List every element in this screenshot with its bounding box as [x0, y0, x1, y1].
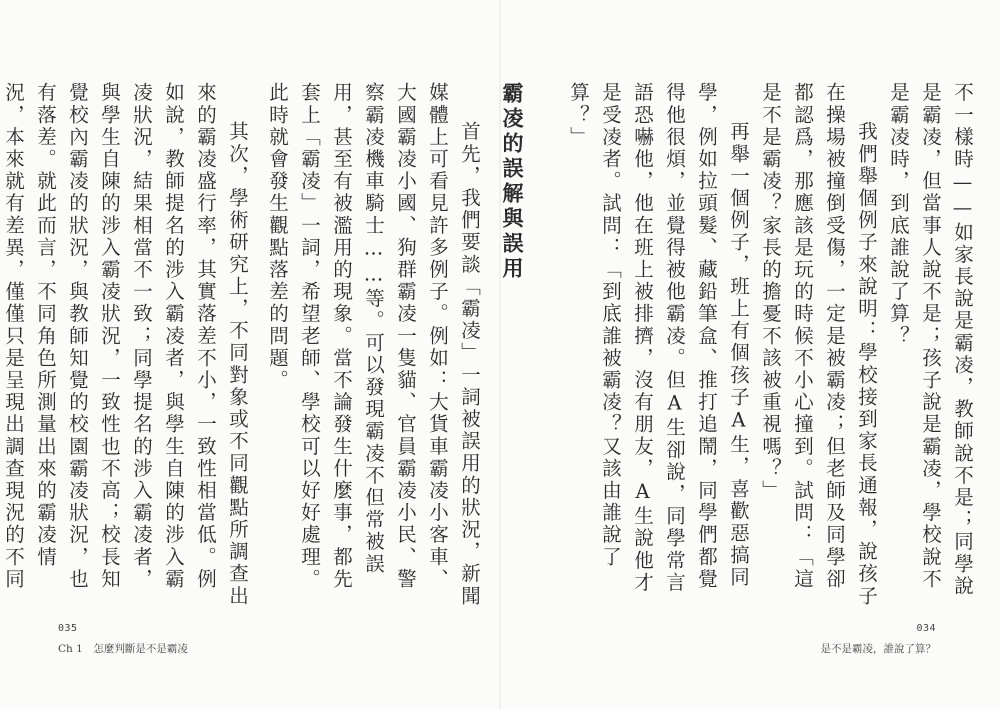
right-page-body	[500, 82, 978, 610]
page-number: 034	[916, 623, 936, 634]
paragraph: 首先，我們要談「霸凌」一詞被誤用的狀況，新聞媒體上可看見許多例子。例如：大貨車霸凌小客車、大國霸凌小國、狗群霸凌一隻貓、官員霸凌小民、警察霸凌機車騎士……等。可以發現霸凌不但常被誤用，甚至有被濫用的現象。當不論發生什麼事，都先套上「霸凌」一詞，希望老師、學校可以好好處理。此時就會發生觀點落差的問題。	[266, 82, 481, 608]
left-page-body	[2, 82, 485, 610]
running-head: Ch 1 怎麼判斷是不是霸凌	[58, 643, 188, 655]
section-heading: 霸凌的誤解與誤用	[500, 82, 524, 282]
paragraph: 其次，學術研究上，不同對象或不同觀點所調查出來的霸凌盛行率，其實落差不小，一致性相當低。例如說，教師提名的涉入霸凌者，與學生自陳的涉入霸凌狀況，結果相當不一致；同學提名的涉入霸凌者，與學生自陳的涉入霸凌狀況，一致性也不高；校長知覺校內霸凌的狀況，與教師知覺的校園霸凌狀況，也有落差。就此而言，不同角色所測量出來的霸凌情況，本來就有差異，僅僅只是呈現出調查現況的不同	[2, 82, 249, 608]
paragraph: 我們舉個例子來說明：學校接到家長通報，說孩子在操場被撞倒受傷，一定是被霸凌；但老師及同學卻都認爲，那應該是玩的時候不小心撞到。試問：「這是不是霸凌？家長的擔憂不該被重視嗎？」	[759, 82, 878, 608]
right-page	[500, 0, 1000, 709]
paragraph: 再舉一個例子，班上有個孩子A生，喜歡惡搞同學，例如拉頭髮、藏鉛筆盒、推打追鬧，同學們都覺得他很煩，並覺得被他霸凌。但A生卻說，同學常言語恐嚇他，他在班上被排擠，沒有朋友，A生說他才是受凌者。試問：「到底誰被霸凌？又該由誰說了算？」	[567, 82, 750, 594]
page-number: 035	[58, 623, 78, 634]
paragraph: 不一樣時——如家長說是霸凌，教師說不是；同學說是霸凌，但當事人說不是；孩子說是霸凌，學校說不是霸凌時，到底誰說了算？	[887, 82, 974, 598]
running-head: 是不是霸凌，誰說了算？	[820, 643, 936, 655]
